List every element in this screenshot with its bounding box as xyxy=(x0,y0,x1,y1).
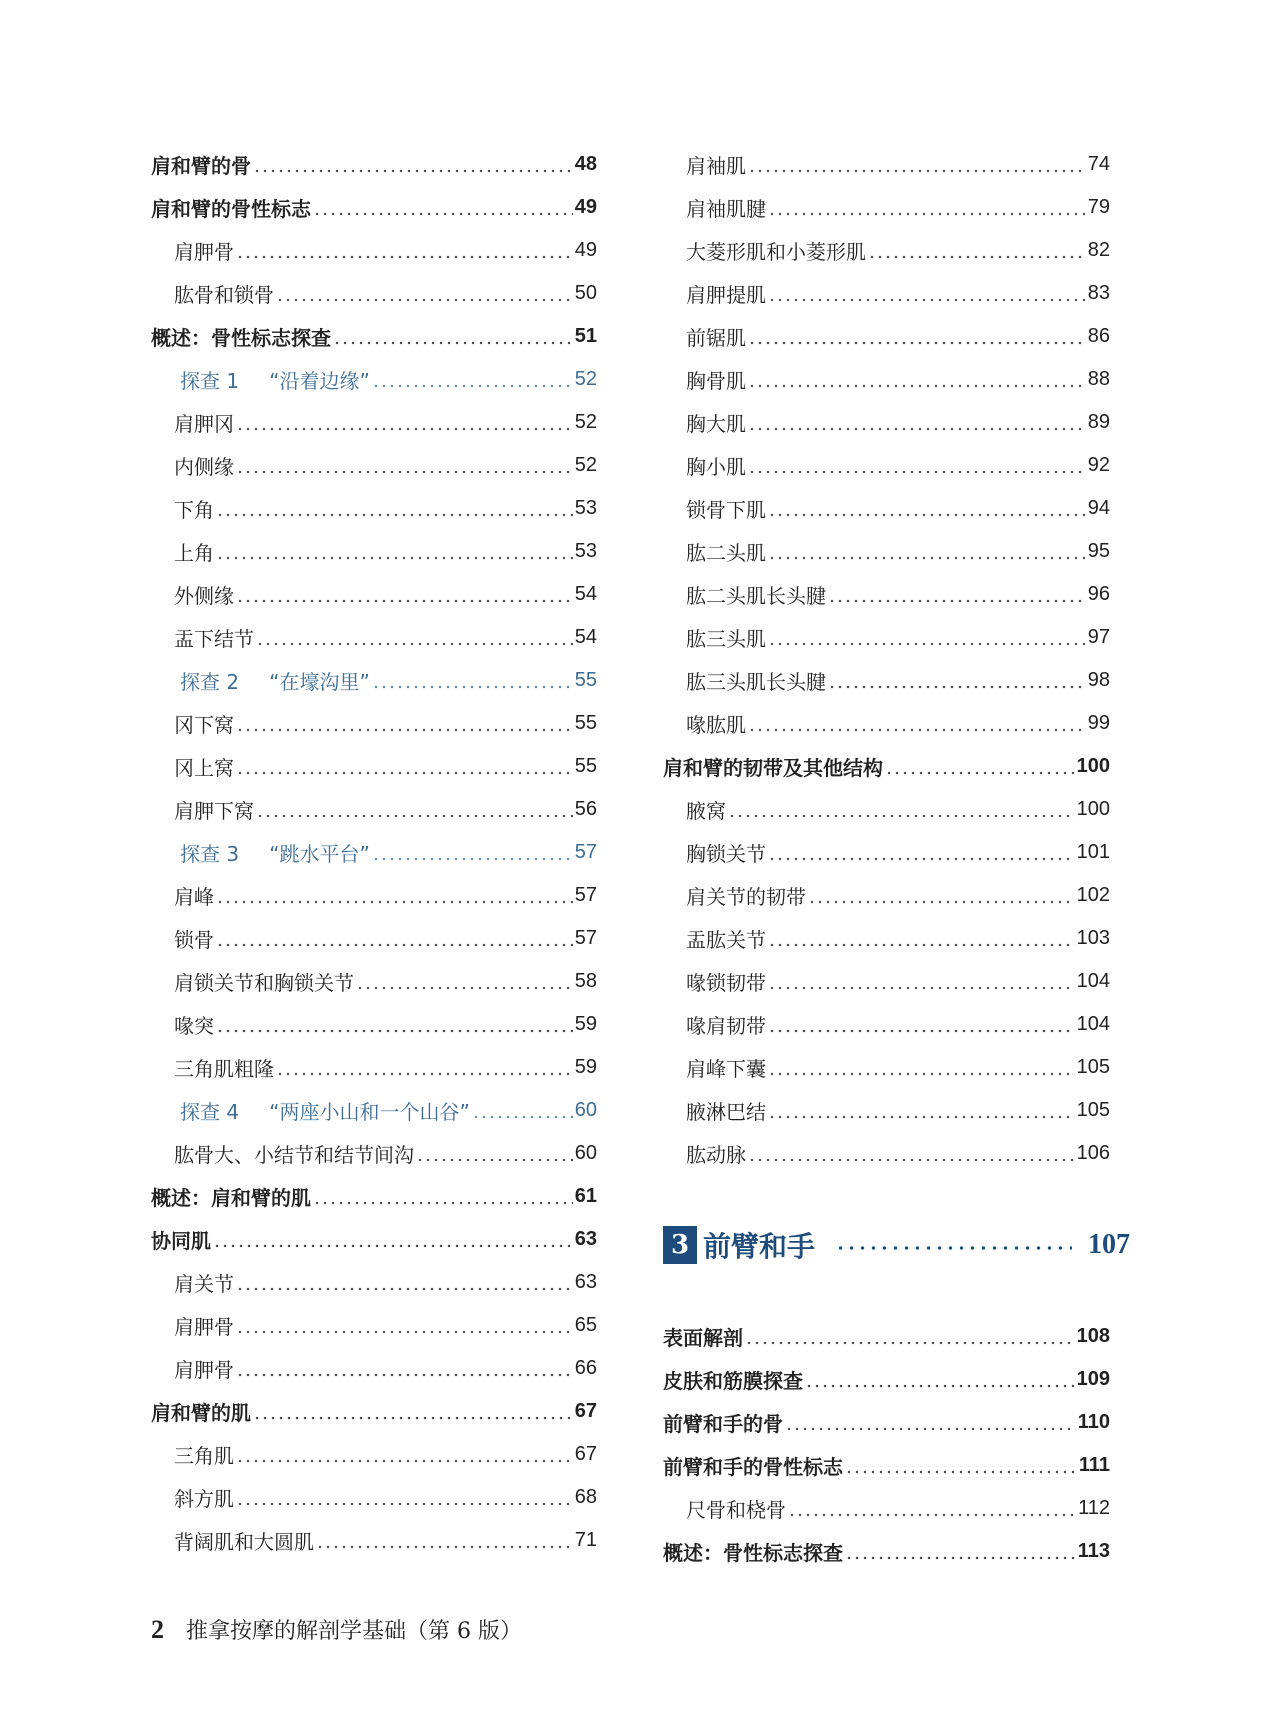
toc-entry-page: 99 xyxy=(1087,712,1110,734)
toc-entry-title: 概述：骨性标志探查 xyxy=(663,1541,843,1565)
toc-entry[interactable] xyxy=(663,1089,1110,1132)
toc-entry-page: 97 xyxy=(1087,626,1110,648)
dot-leader xyxy=(276,1058,573,1078)
toc-entry-title: 胸大肌 xyxy=(686,412,746,436)
toc-entry-page: 54 xyxy=(574,626,597,648)
toc-entry[interactable] xyxy=(663,1487,1110,1530)
toc-entry-title: 肱骨大、小结节和结节间沟 xyxy=(174,1143,414,1167)
toc-entry-title: 肩胛骨 xyxy=(174,240,234,264)
dot-leader xyxy=(728,800,1075,820)
toc-entry-page: 111 xyxy=(1078,1454,1110,1476)
toc-entry-page: 98 xyxy=(1087,669,1110,691)
toc-entry-page: 49 xyxy=(574,196,597,218)
toc-entry-title: 锁骨下肌 xyxy=(686,498,766,522)
toc-entry-title: 肱骨和锁骨 xyxy=(174,283,274,307)
toc-entry[interactable] xyxy=(151,788,597,831)
chapter-entries xyxy=(663,1315,1110,1573)
toc-entry[interactable] xyxy=(663,831,1110,874)
toc-entry[interactable] xyxy=(663,1358,1110,1401)
dot-leader xyxy=(236,1445,573,1465)
dot-leader xyxy=(216,1015,573,1035)
toc-entry-title: “两座小山和一个山谷” xyxy=(269,1100,470,1124)
toc-entry[interactable] xyxy=(663,530,1110,573)
chapter-title: 前臂和手 xyxy=(703,1230,816,1263)
toc-entry-title: 肩胛下窝 xyxy=(174,799,254,823)
toc-entry-title: 肱三头肌 xyxy=(686,627,766,651)
toc-entry-page: 63 xyxy=(574,1228,597,1250)
dot-leader xyxy=(845,1456,1077,1476)
dot-leader xyxy=(256,628,573,648)
dot-leader xyxy=(216,929,573,949)
toc-entry-page: 67 xyxy=(574,1443,597,1465)
toc-entry-page: 94 xyxy=(1087,497,1110,519)
toc-entry[interactable] xyxy=(663,1444,1110,1487)
toc-entry-page: 50 xyxy=(574,282,597,304)
toc-entry-title: 下角 xyxy=(174,498,214,522)
toc-entry-page: 67 xyxy=(574,1400,597,1422)
toc-entry-title: 肩胛骨 xyxy=(174,1358,234,1382)
dot-leader xyxy=(313,198,573,218)
toc-entry-page: 96 xyxy=(1087,583,1110,605)
toc-entry[interactable] xyxy=(663,917,1110,960)
dot-leader xyxy=(236,413,573,433)
toc-entry-title: 肩峰下囊 xyxy=(686,1057,766,1081)
toc-entry-page: 74 xyxy=(1087,153,1110,175)
chapter-heading[interactable] xyxy=(663,1225,1130,1265)
toc-entry[interactable] xyxy=(663,1530,1110,1573)
toc-entry-page: 113 xyxy=(1077,1540,1110,1562)
toc-entry[interactable] xyxy=(151,530,597,573)
toc-entry-page: 101 xyxy=(1076,841,1110,863)
toc-entry-title: 前臂和手的骨 xyxy=(663,1412,783,1436)
toc-entry-title: 肩袖肌腱 xyxy=(686,197,766,221)
toc-entry-title: 概述：肩和臂的肌 xyxy=(151,1186,311,1210)
toc-entry-page: 60 xyxy=(574,1142,597,1164)
toc-entry-page: 49 xyxy=(574,239,597,261)
dot-leader xyxy=(788,1499,1076,1519)
toc-entry[interactable] xyxy=(151,1218,597,1261)
toc-entry-title: 尺骨和桡骨 xyxy=(686,1498,786,1522)
toc-entry[interactable] xyxy=(151,1519,597,1562)
toc-entry-page: 86 xyxy=(1087,325,1110,347)
dot-leader xyxy=(213,1230,573,1250)
toc-entry-page: 55 xyxy=(574,669,597,691)
toc-entry-page: 100 xyxy=(1076,798,1110,820)
toc-entry-page: 58 xyxy=(574,970,597,992)
toc-entry[interactable] xyxy=(663,272,1110,315)
toc-entry[interactable] xyxy=(151,1347,597,1390)
toc-entry[interactable] xyxy=(663,573,1110,616)
dot-leader xyxy=(216,886,573,906)
toc-entry-page: 60 xyxy=(574,1099,597,1121)
toc-entry[interactable] xyxy=(663,229,1110,272)
dot-leader xyxy=(316,1531,573,1551)
toc-entry-title: 冈下窝 xyxy=(174,713,234,737)
toc-entry-page: 71 xyxy=(574,1529,597,1551)
toc-entry[interactable] xyxy=(151,1132,597,1175)
toc-entry-title: 喙锁韧带 xyxy=(686,971,766,995)
toc-entry[interactable] xyxy=(151,444,597,487)
toc-entry-title: 三角肌粗隆 xyxy=(174,1057,274,1081)
dot-leader xyxy=(236,1359,573,1379)
toc-entry-title: “跳水平台” xyxy=(269,842,370,866)
toc-entry-title: 前锯肌 xyxy=(686,326,746,350)
toc-left-column xyxy=(151,143,597,1562)
dot-leader xyxy=(276,284,573,304)
toc-entry[interactable] xyxy=(151,745,597,788)
toc-entry-page: 92 xyxy=(1087,454,1110,476)
toc-entry[interactable] xyxy=(151,358,597,401)
toc-entry[interactable] xyxy=(151,702,597,745)
toc-entry-page: 65 xyxy=(574,1314,597,1336)
toc-entry[interactable] xyxy=(151,831,597,874)
toc-entry-title: 肱二头肌长头腱 xyxy=(686,584,826,608)
toc-entry-title: 喙肱肌 xyxy=(686,713,746,737)
toc-entry-page: 51 xyxy=(574,325,597,347)
toc-entry[interactable] xyxy=(663,487,1110,530)
toc-entry-page: 105 xyxy=(1076,1099,1110,1121)
toc-entry-page: 55 xyxy=(574,755,597,777)
chapter-number: 3 xyxy=(663,1226,697,1264)
toc-entry-page: 110 xyxy=(1077,1411,1110,1433)
dot-leader xyxy=(236,456,573,476)
toc-entry[interactable] xyxy=(663,1003,1110,1046)
toc-entry[interactable] xyxy=(151,573,597,616)
toc-entry-title: 肩关节的韧带 xyxy=(686,885,806,909)
dot-leader xyxy=(236,714,573,734)
dot-leader xyxy=(236,757,573,777)
toc-entry[interactable] xyxy=(151,272,597,315)
dot-leader xyxy=(768,1101,1075,1121)
toc-entry-title: 腋窝 xyxy=(686,799,726,823)
toc-entry-page: 61 xyxy=(574,1185,597,1207)
dot-leader xyxy=(835,1230,1072,1260)
dot-leader xyxy=(748,327,1086,347)
dot-leader xyxy=(768,542,1086,562)
toc-entry-title: 肩和臂的骨 xyxy=(151,154,251,178)
page-footer xyxy=(151,1614,522,1645)
toc-entry[interactable] xyxy=(151,1003,597,1046)
toc-entry-title: 胸小肌 xyxy=(686,455,746,479)
toc-entry-page: 52 xyxy=(574,368,597,390)
toc-entry[interactable] xyxy=(151,1304,597,1347)
toc-entry-page: 56 xyxy=(574,798,597,820)
chapter-page: 107 xyxy=(1088,1229,1130,1260)
toc-entry-title: 肱二头肌 xyxy=(686,541,766,565)
toc-right-column xyxy=(663,143,1110,1175)
toc-entry-title: 肩胛冈 xyxy=(174,412,234,436)
toc-entry[interactable] xyxy=(151,960,597,1003)
toc-entry[interactable] xyxy=(663,616,1110,659)
dot-leader xyxy=(745,1327,1075,1347)
toc-entry[interactable] xyxy=(151,401,597,444)
footer-page-number: 2 xyxy=(151,1615,164,1644)
toc-entry-page: 88 xyxy=(1087,368,1110,390)
probe-number: 探查 3 xyxy=(180,842,240,866)
toc-entry-page: 79 xyxy=(1087,196,1110,218)
toc-entry-page: 63 xyxy=(574,1271,597,1293)
toc-entry-title: 胸骨肌 xyxy=(686,369,746,393)
toc-entry-page: 59 xyxy=(574,1013,597,1035)
toc-entry-title: 盂下结节 xyxy=(174,627,254,651)
toc-entry-title: 腋淋巴结 xyxy=(686,1100,766,1124)
toc-entry-page: 68 xyxy=(574,1486,597,1508)
toc-entry-page: 57 xyxy=(574,841,597,863)
dot-leader xyxy=(768,284,1086,304)
dot-leader xyxy=(808,886,1075,906)
toc-entry-title: 前臂和手的骨性标志 xyxy=(663,1455,843,1479)
dot-leader xyxy=(805,1370,1075,1390)
toc-entry-title: 肩胛提肌 xyxy=(686,283,766,307)
toc-entry-page: 82 xyxy=(1087,239,1110,261)
toc-entry-page: 104 xyxy=(1076,1013,1110,1035)
dot-leader xyxy=(236,1316,573,1336)
dot-leader xyxy=(785,1413,1076,1433)
toc-entry-title: 肩关节 xyxy=(174,1272,234,1296)
probe-number: 探查 2 xyxy=(180,670,240,694)
toc-entry[interactable] xyxy=(663,788,1110,831)
dot-leader xyxy=(236,585,573,605)
toc-entry[interactable] xyxy=(151,917,597,960)
toc-entry[interactable] xyxy=(151,1433,597,1476)
toc-entry-page: 52 xyxy=(574,411,597,433)
toc-entry-title: “沿着边缘” xyxy=(269,369,370,393)
toc-entry[interactable] xyxy=(663,874,1110,917)
toc-entry[interactable] xyxy=(663,1401,1110,1444)
toc-entry[interactable] xyxy=(663,659,1110,702)
toc-entry-page: 100 xyxy=(1076,755,1110,777)
toc-entry-title: 肩胛骨 xyxy=(174,1315,234,1339)
toc-entry-title: 胸锁关节 xyxy=(686,842,766,866)
toc-entry[interactable] xyxy=(151,229,597,272)
toc-entry-title: 外侧缘 xyxy=(174,584,234,608)
toc-entry-page: 112 xyxy=(1078,1497,1110,1519)
toc-entry-page: 83 xyxy=(1087,282,1110,304)
dot-leader xyxy=(356,972,573,992)
toc-entry-page: 66 xyxy=(574,1357,597,1379)
toc-entry-title: 肩锁关节和胸锁关节 xyxy=(174,971,354,995)
toc-entry-page: 53 xyxy=(574,497,597,519)
dot-leader xyxy=(748,155,1086,175)
dot-leader xyxy=(845,1542,1076,1562)
toc-entry-page: 105 xyxy=(1076,1056,1110,1078)
toc-entry[interactable] xyxy=(151,1476,597,1519)
toc-entry-page: 48 xyxy=(574,153,597,175)
toc-entry-title: 协同肌 xyxy=(151,1229,211,1253)
toc-entry[interactable] xyxy=(663,960,1110,1003)
dot-leader xyxy=(748,456,1086,476)
toc-entry-page: 103 xyxy=(1076,927,1110,949)
dot-leader xyxy=(768,929,1075,949)
dot-leader xyxy=(768,628,1086,648)
toc-entry[interactable] xyxy=(151,1175,597,1218)
toc-entry-title: 概述：骨性标志探查 xyxy=(151,326,331,350)
dot-leader xyxy=(748,714,1086,734)
toc-entry-title: 肱动脉 xyxy=(686,1143,746,1167)
toc-entry-title: 三角肌 xyxy=(174,1444,234,1468)
dot-leader xyxy=(768,972,1075,992)
dot-leader xyxy=(768,1015,1075,1035)
dot-leader xyxy=(372,843,573,863)
dot-leader xyxy=(828,671,1086,691)
toc-entry[interactable] xyxy=(151,1390,597,1433)
dot-leader xyxy=(868,241,1086,261)
toc-entry-title: 肩袖肌 xyxy=(686,154,746,178)
toc-entry-page: 57 xyxy=(574,884,597,906)
dot-leader xyxy=(253,155,573,175)
toc-entry[interactable] xyxy=(151,874,597,917)
toc-entry-title: 冈上窝 xyxy=(174,756,234,780)
toc-entry-title: 肩峰 xyxy=(174,885,214,909)
toc-entry[interactable] xyxy=(151,659,597,702)
toc-entry-title: 锁骨 xyxy=(174,928,214,952)
toc-entry-title: 喙肩韧带 xyxy=(686,1014,766,1038)
toc-entry-page: 108 xyxy=(1076,1325,1110,1347)
dot-leader xyxy=(768,843,1075,863)
dot-leader xyxy=(236,1273,573,1293)
dot-leader xyxy=(372,370,573,390)
toc-entry[interactable] xyxy=(663,1132,1110,1175)
dot-leader xyxy=(885,757,1075,777)
toc-entry[interactable] xyxy=(663,702,1110,745)
toc-entry[interactable] xyxy=(151,487,597,530)
dot-leader xyxy=(236,241,573,261)
toc-entry-page: 109 xyxy=(1076,1368,1110,1390)
toc-entry-page: 102 xyxy=(1076,884,1110,906)
toc-entry-title: 肩和臂的骨性标志 xyxy=(151,197,311,221)
toc-entry-title: 背阔肌和大圆肌 xyxy=(174,1530,314,1554)
toc-entry-title: 上角 xyxy=(174,541,214,565)
dot-leader xyxy=(768,198,1086,218)
probe-number: 探查 1 xyxy=(180,369,240,393)
toc-entry[interactable] xyxy=(663,745,1110,788)
toc-entry[interactable] xyxy=(151,1089,597,1132)
dot-leader xyxy=(828,585,1086,605)
toc-entry[interactable] xyxy=(663,358,1110,401)
toc-entry-page: 106 xyxy=(1076,1142,1110,1164)
toc-entry[interactable] xyxy=(663,1046,1110,1089)
toc-entry[interactable] xyxy=(151,616,597,659)
toc-entry-page: 59 xyxy=(574,1056,597,1078)
toc-entry-title: “在壕沟里” xyxy=(269,670,370,694)
toc-entry-title: 内侧缘 xyxy=(174,455,234,479)
toc-entry[interactable] xyxy=(663,401,1110,444)
dot-leader xyxy=(472,1101,573,1121)
toc-entry-title: 肱三头肌长头腱 xyxy=(686,670,826,694)
dot-leader xyxy=(216,542,573,562)
toc-entry[interactable] xyxy=(663,143,1110,186)
toc-entry[interactable] xyxy=(151,186,597,229)
toc-entry-title: 表面解剖 xyxy=(663,1326,743,1350)
toc-entry[interactable] xyxy=(663,444,1110,487)
toc-entry-page: 89 xyxy=(1087,411,1110,433)
dot-leader xyxy=(333,327,573,347)
dot-leader xyxy=(372,671,573,691)
dot-leader xyxy=(236,1488,573,1508)
dot-leader xyxy=(256,800,573,820)
toc-entry-page: 53 xyxy=(574,540,597,562)
toc-entry-title: 斜方肌 xyxy=(174,1487,234,1511)
toc-entry[interactable] xyxy=(151,143,597,186)
dot-leader xyxy=(216,499,573,519)
toc-entry-page: 104 xyxy=(1076,970,1110,992)
toc-entry-page: 95 xyxy=(1087,540,1110,562)
probe-number: 探查 4 xyxy=(180,1100,240,1124)
dot-leader xyxy=(768,499,1086,519)
toc-entry[interactable] xyxy=(663,1315,1110,1358)
toc-entry-title: 皮肤和筋膜探查 xyxy=(663,1369,803,1393)
dot-leader xyxy=(313,1187,573,1207)
toc-entry-page: 55 xyxy=(574,712,597,734)
toc-entry-title: 肩和臂的肌 xyxy=(151,1401,251,1425)
dot-leader xyxy=(416,1144,573,1164)
toc-entry-title: 盂肱关节 xyxy=(686,928,766,952)
footer-book-title: 推拿按摩的解剖学基础（第 6 版） xyxy=(186,1619,522,1644)
dot-leader xyxy=(748,1144,1075,1164)
toc-entry-page: 57 xyxy=(574,927,597,949)
toc-entry-title: 肩和臂的韧带及其他结构 xyxy=(663,756,883,780)
toc-entry[interactable] xyxy=(151,1046,597,1089)
toc-entry[interactable] xyxy=(151,315,597,358)
toc-entry-page: 52 xyxy=(574,454,597,476)
dot-leader xyxy=(748,370,1086,390)
toc-entry[interactable] xyxy=(663,315,1110,358)
dot-leader xyxy=(768,1058,1075,1078)
toc-entry-title: 喙突 xyxy=(174,1014,214,1038)
dot-leader xyxy=(253,1402,573,1422)
toc-entry[interactable] xyxy=(663,186,1110,229)
toc-entry[interactable] xyxy=(151,1261,597,1304)
toc-entry-page: 54 xyxy=(574,583,597,605)
dot-leader xyxy=(748,413,1086,433)
toc-entry-title: 大菱形肌和小菱形肌 xyxy=(686,240,866,264)
